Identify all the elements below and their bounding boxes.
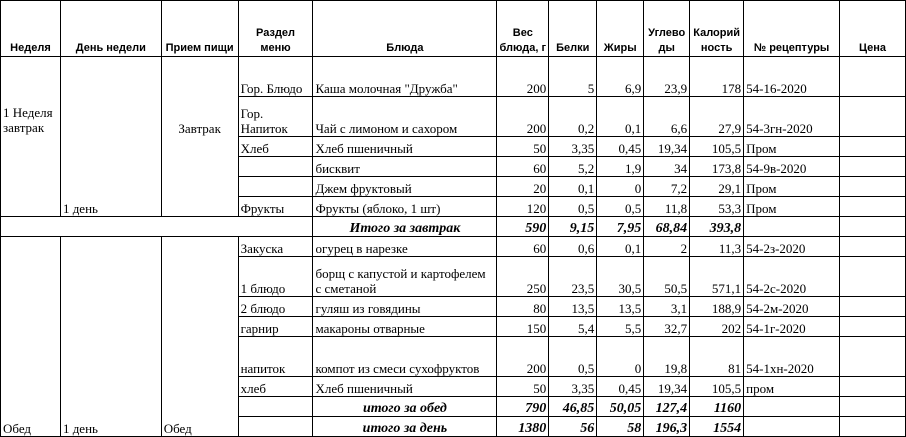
header-week: Неделя	[1, 1, 61, 57]
section-cell: напиток	[238, 337, 313, 377]
price-cell	[840, 97, 906, 137]
recipe-cell: Пром	[744, 197, 840, 217]
weight-cell: 150	[497, 317, 549, 337]
fat-cell: 0,5	[597, 197, 644, 217]
weight-cell: 200	[497, 337, 549, 377]
section-cell: хлеб	[238, 377, 313, 397]
calories-cell: 202	[690, 317, 744, 337]
calories-cell: 178	[690, 57, 744, 97]
recipe-cell: 54-9в-2020	[744, 157, 840, 177]
header-dishes: Блюда	[313, 1, 497, 57]
dish-cell: Хлеб пшеничный	[313, 377, 497, 397]
carbs-cell: 23,9	[644, 57, 690, 97]
total-label: Итого за завтрак	[313, 217, 497, 237]
calories-cell: 105,5	[690, 377, 744, 397]
section-cell: Закуска	[238, 237, 313, 257]
total-fat: 50,05	[597, 397, 644, 417]
week-label: 1 Неделя завтрак	[1, 57, 61, 217]
weight-cell: 120	[497, 197, 549, 217]
protein-cell: 5,2	[549, 157, 597, 177]
calories-cell: 53,3	[690, 197, 744, 217]
fat-cell: 30,5	[597, 257, 644, 297]
calories-cell: 571,1	[690, 257, 744, 297]
price-cell	[840, 237, 906, 257]
weight-cell: 200	[497, 97, 549, 137]
calories-cell: 105,5	[690, 137, 744, 157]
protein-cell: 0,1	[549, 177, 597, 197]
fat-cell: 1,9	[597, 157, 644, 177]
header-recipe: № рецептуры	[744, 1, 840, 57]
meal-label: Завтрак	[161, 57, 238, 217]
recipe-cell: 54-3гн-2020	[744, 97, 840, 137]
carbs-cell: 7,2	[644, 177, 690, 197]
day-label: 1 день	[60, 57, 161, 217]
price-cell	[840, 297, 906, 317]
price-cell	[840, 197, 906, 217]
price-cell	[840, 57, 906, 97]
fat-cell: 6,9	[597, 57, 644, 97]
header-section: Раздел меню	[238, 1, 313, 57]
table-row	[1, 237, 906, 257]
calories-cell: 173,8	[690, 157, 744, 177]
header-weight: Вес блюда, г	[497, 1, 549, 57]
section-cell: Фрукты	[238, 197, 313, 217]
recipe-cell: 54-2м-2020	[744, 297, 840, 317]
dish-cell: огурец в нарезке	[313, 237, 497, 257]
price-cell	[840, 377, 906, 397]
header-row	[1, 1, 906, 57]
weight-cell: 20	[497, 177, 549, 197]
total-protein: 46,85	[549, 397, 597, 417]
total-carbs: 68,84	[644, 217, 690, 237]
dish-cell: бисквит	[313, 157, 497, 177]
recipe-cell: Пром	[744, 177, 840, 197]
calories-cell: 29,1	[690, 177, 744, 197]
total-calories: 393,8	[690, 217, 744, 237]
total-weight: 790	[497, 397, 549, 417]
carbs-cell: 32,7	[644, 317, 690, 337]
dish-cell: Хлеб пшеничный	[313, 137, 497, 157]
weight-cell: 50	[497, 377, 549, 397]
fat-cell: 13,5	[597, 297, 644, 317]
protein-cell: 3,35	[549, 377, 597, 397]
day-total-protein: 56	[549, 417, 597, 437]
recipe-cell: Пром	[744, 137, 840, 157]
header-price: Цена	[840, 1, 906, 57]
recipe-cell: пром	[744, 377, 840, 397]
day-total-carbs: 196,3	[644, 417, 690, 437]
fat-cell: 0,45	[597, 377, 644, 397]
header-protein: Белки	[549, 1, 597, 57]
dish-cell: борщ с капустой и картофелем с сметаной	[313, 257, 497, 297]
recipe-cell: 54-2з-2020	[744, 237, 840, 257]
protein-cell: 0,5	[549, 197, 597, 217]
price-cell	[840, 257, 906, 297]
carbs-cell: 6,6	[644, 97, 690, 137]
calories-cell: 11,3	[690, 237, 744, 257]
recipe-cell: 54-2с-2020	[744, 257, 840, 297]
fat-cell: 0,1	[597, 97, 644, 137]
dish-cell: гуляш из говядины	[313, 297, 497, 317]
fat-cell: 0	[597, 177, 644, 197]
section-cell: Гор. Блюдо	[238, 57, 313, 97]
breakfast-total-row	[1, 217, 906, 237]
weight-cell: 50	[497, 137, 549, 157]
price-cell	[840, 137, 906, 157]
dish-cell: Каша молочная "Дружба"	[313, 57, 497, 97]
fat-cell: 0,1	[597, 237, 644, 257]
fat-cell: 0,45	[597, 137, 644, 157]
total-calories: 1160	[690, 397, 744, 417]
week-label: Обед	[1, 237, 61, 437]
dish-cell: макароны отварные	[313, 317, 497, 337]
price-cell	[840, 157, 906, 177]
protein-cell: 13,5	[549, 297, 597, 317]
section-cell: 2 блюдо	[238, 297, 313, 317]
dish-cell: Джем фруктовый	[313, 177, 497, 197]
section-cell: Хлеб	[238, 137, 313, 157]
calories-cell: 81	[690, 337, 744, 377]
header-meal: Прием пищи	[161, 1, 238, 57]
weight-cell: 60	[497, 157, 549, 177]
weight-cell: 80	[497, 297, 549, 317]
recipe-cell: 54-16-2020	[744, 57, 840, 97]
carbs-cell: 2	[644, 237, 690, 257]
price-cell	[840, 317, 906, 337]
dish-cell: Фрукты (яблоко, 1 шт)	[313, 197, 497, 217]
day-label: 1 день	[60, 237, 161, 437]
carbs-cell: 3,1	[644, 297, 690, 317]
section-cell: 1 блюдо	[238, 257, 313, 297]
section-cell	[238, 157, 313, 177]
dish-cell: компот из смеси сухофруктов	[313, 337, 497, 377]
recipe-cell: 54-1г-2020	[744, 317, 840, 337]
weight-cell: 60	[497, 237, 549, 257]
header-fat: Жиры	[597, 1, 644, 57]
fat-cell: 5,5	[597, 317, 644, 337]
weight-cell: 200	[497, 57, 549, 97]
recipe-cell: 54-1хн-2020	[744, 337, 840, 377]
carbs-cell: 19,34	[644, 137, 690, 157]
protein-cell: 0,5	[549, 337, 597, 377]
carbs-cell: 19,8	[644, 337, 690, 377]
carbs-cell: 11,8	[644, 197, 690, 217]
carbs-cell: 19,34	[644, 377, 690, 397]
total-fat: 7,95	[597, 217, 644, 237]
protein-cell: 0,6	[549, 237, 597, 257]
header-carbs: Углево ды	[644, 1, 690, 57]
fat-cell: 0	[597, 337, 644, 377]
day-total-label: итого за день	[313, 417, 497, 437]
table-row	[1, 57, 906, 97]
day-total-weight: 1380	[497, 417, 549, 437]
calories-cell: 27,9	[690, 97, 744, 137]
protein-cell: 5,4	[549, 317, 597, 337]
carbs-cell: 50,5	[644, 257, 690, 297]
protein-cell: 0,2	[549, 97, 597, 137]
section-cell: Гор. Напиток	[238, 97, 313, 137]
protein-cell: 5	[549, 57, 597, 97]
total-carbs: 127,4	[644, 397, 690, 417]
section-cell: гарнир	[238, 317, 313, 337]
total-label: итого за обед	[313, 397, 497, 417]
carbs-cell: 34	[644, 157, 690, 177]
header-calories: Калорий ность	[690, 1, 744, 57]
header-day: День недели	[60, 1, 161, 57]
day-total-calories: 1554	[690, 417, 744, 437]
dish-cell: Чай с лимоном и сахором	[313, 97, 497, 137]
price-cell	[840, 177, 906, 197]
weight-cell: 250	[497, 257, 549, 297]
calories-cell: 188,9	[690, 297, 744, 317]
price-cell	[840, 337, 906, 377]
total-weight: 590	[497, 217, 549, 237]
protein-cell: 23,5	[549, 257, 597, 297]
section-cell	[238, 177, 313, 197]
protein-cell: 3,35	[549, 137, 597, 157]
total-protein: 9,15	[549, 217, 597, 237]
meal-label: Обед	[161, 237, 238, 437]
day-total-fat: 58	[597, 417, 644, 437]
